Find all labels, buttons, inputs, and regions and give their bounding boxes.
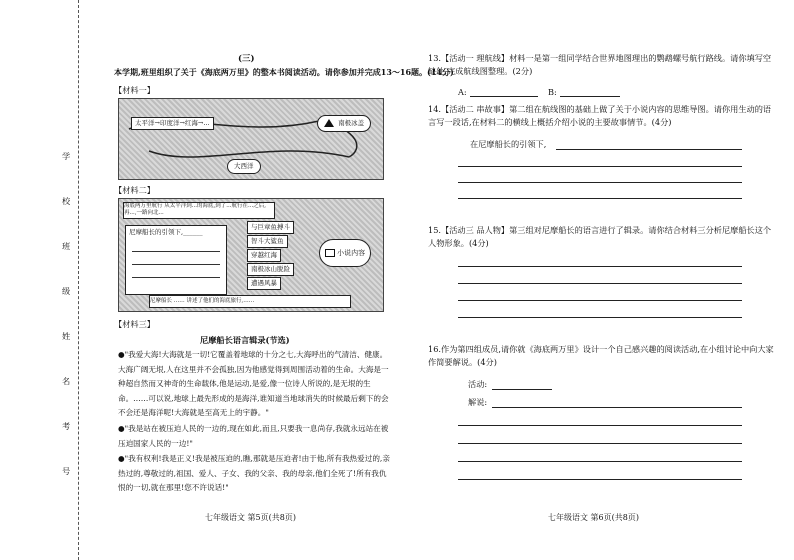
q16-answer-line[interactable] [492,407,742,408]
q15-answer-line[interactable] [458,300,742,301]
q13-b-label: B: [548,87,557,97]
right-footer: 七年级语文 第6页(共8页) [548,513,639,522]
q16-activity-label: 活动: [468,379,488,389]
m2-intro-label: 尼摩船长的引领下,______ [129,228,203,236]
m2-right-box: 穿越红海 [247,249,281,262]
q15-answer-line[interactable] [458,283,742,284]
left-footer: 七年级语文 第5页(共8页) [205,513,296,522]
section-intro: 本学期,班里组织了关于《海底两万里》的整本书阅读活动。请你参加并完成13～16题。(14分) [114,67,454,77]
binding-char: 号 [62,466,71,476]
q16-activity-blank[interactable] [492,389,552,390]
q13-b-blank[interactable] [560,96,620,97]
material1-label: 【材料一】 [114,85,155,95]
binding-char: 姓 [62,331,71,341]
quote: ●"我有权利!我是正义!我是被压迫的,瞧,那就是压迫者!由于他,所有我热爱过的,亲热过的,尊敬过的,祖国、爱人、子女、我的父亲、我的母亲,他们全死了!所有我仇恨的一切,就在那里!您不许说话!" [118,454,390,492]
q14-answer-line[interactable] [458,166,742,167]
route-label-atlantic: 大西洋 [227,159,261,174]
binding-char: 学 [62,151,71,161]
q13-a-blank[interactable] [470,96,538,97]
iceberg-icon [324,119,334,127]
material3-label: 【材料三】 [114,319,155,329]
m2-right-box: 与巨章鱼搏斗 [247,221,294,234]
route-label: 太平洋→印度洋→红海→... [131,117,214,130]
binding-char: 考 [62,421,71,431]
q16-answer-line[interactable] [458,461,742,462]
binding-char: 班 [62,241,71,251]
material2-mind-map [118,198,384,312]
q14-start: 在尼摩船长的引领下, [470,139,547,149]
m2-right-box: 南极冰山脱险 [247,263,294,276]
binding-line [78,0,79,560]
m2-blank-line [132,269,220,278]
q13-a-label: A: [458,87,467,97]
m2-intro-box [125,225,227,295]
q16-answer-line[interactable] [458,443,742,444]
q16-answer-line[interactable] [458,479,742,480]
m2-right-box: 智斗大鲨鱼 [247,235,288,248]
m2-top-text: 海底两万里航行 从太平洋到...的海底,到了...航行在...之后,再...,一路向北... [123,202,275,219]
book-icon [325,249,335,257]
route-label-south-pole: 南极冰盖 [317,115,371,132]
q13-text: 13.【活动一 理航线】材料一是第一组同学结合世界地图理出的鹦鹉螺号航行路线。请你填写空缺处,完成航线图整理。(2分) [428,53,772,76]
q14-answer-line[interactable] [556,149,742,150]
q14-text: 14.【活动二 串故事】第二组在航线图的基础上做了关于小说内容的思维导图。请你用生动的语言写一段话,在材料二的横线上概括介绍小说的主要故事情节。(4分) [428,104,772,127]
m2-center-bubble: 小说内容 [319,239,371,267]
m2-blank-line [132,256,220,265]
m2-right-box: 遭遇风暴 [247,277,281,290]
binding-char: 级 [62,286,71,296]
m2-blank-line [132,243,220,252]
q14-answer-line[interactable] [458,198,742,199]
q14-answer-line[interactable] [458,182,742,183]
quote: ●"我爱大海!大海就是一切!它覆盖着地球的十分之七,大海呼出的气清洁、健康。大海广阔无垠,人在这里并不会孤独,因为他感觉得到周围活动着的生命。大海是一种超自然而又神奇的生命载体,他是运动,是爱,像一位诗人所说的,是无垠的生命。……可以说,地球上最先形成的是海洋,谁知道当地球消失的时候最后剩下的会不会还是海洋呢!大海就是至高无上的宇静。" [118,350,389,417]
q15-answer-line[interactable] [458,317,742,318]
m2-bottom-text: 尼摩船长 …… 讲述了他们的海底旅行,…… [149,295,351,308]
quote: ●"我是站在被压迫人民的一边的,现在如此,而且,只要我一息尚存,我就永远站在被压迫国家人民的一边!" [118,424,389,448]
q16-explain-label: 解说: [468,397,488,407]
section-heading: (三) [238,54,255,64]
material1-route-map [118,98,384,180]
q15-text: 15.【活动三 品人物】第三组对尼摩船长的语言进行了辑录。请你结合材料三分析尼摩船长这个人物形象。(4分) [428,225,772,248]
q15-answer-line[interactable] [458,266,742,267]
material2-label: 【材料二】 [114,185,155,195]
binding-char: 名 [62,376,71,386]
q16-text: 16.作为第四组成员,请你就《海底两万里》设计一个自己感兴趣的阅读活动,在小组讨论中向大家作简要解说。(4分) [428,344,774,367]
binding-char: 校 [62,196,71,206]
material3-title: 尼摩船长语言辑录(节选) [200,335,290,345]
q16-answer-line[interactable] [458,425,742,426]
